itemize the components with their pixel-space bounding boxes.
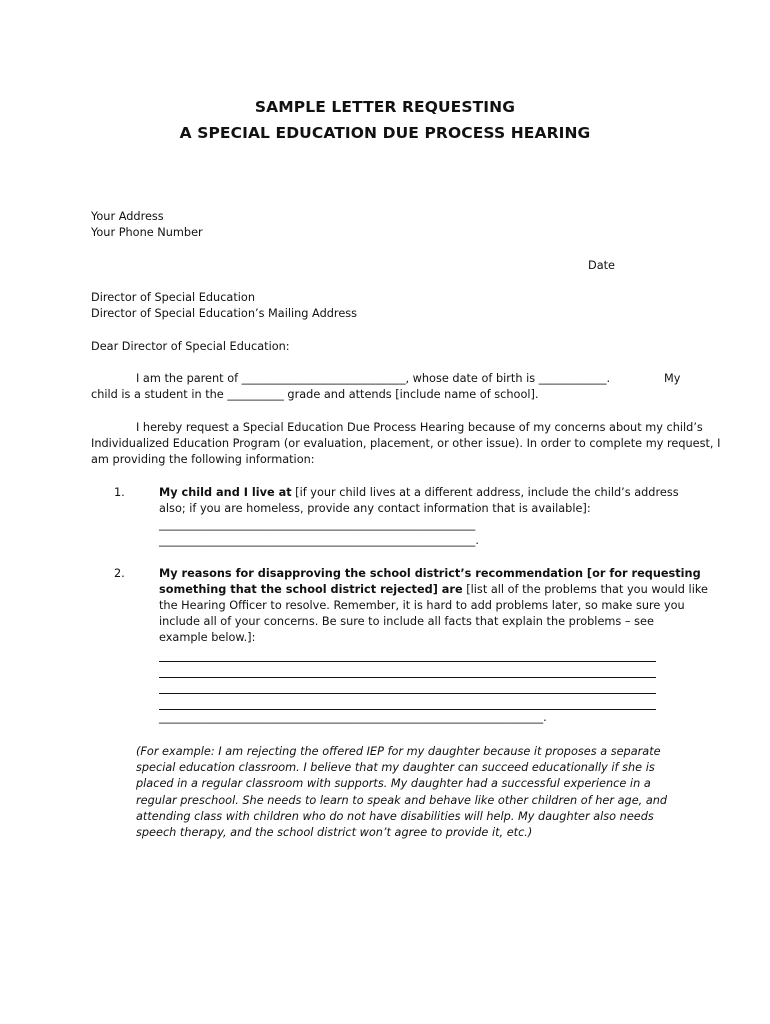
item2-blank-4 <box>159 694 656 710</box>
item1-line2: also; if you are homeless, provide any contact information that is available]: <box>159 502 591 515</box>
item1 <box>159 485 679 549</box>
item1-bold: My child and I live at <box>159 486 292 499</box>
item1-blank-2: ________________________________________________________. <box>159 534 479 547</box>
title-line-2: A SPECIAL EDUCATION DUE PROCESS HEARING <box>179 124 591 142</box>
item1-line1 <box>159 485 679 501</box>
item2-bold-line1: My reasons for disapproving the school district’s recommendation [or for requesting <box>159 567 701 580</box>
letter-date: Date <box>588 259 616 272</box>
example-line2: special education classroom. I believe that my daughter can succeed educationally if she is <box>136 761 655 775</box>
item2-line5: example below.]: <box>159 631 256 644</box>
item2-number: 2. <box>114 567 125 580</box>
item2 <box>159 566 708 726</box>
item2-blank-1 <box>159 646 656 662</box>
para2-line3: am providing the following information: <box>91 453 315 466</box>
example-line1: (For example: I am rejecting the offered IEP for my daughter because it proposes a separate <box>136 745 661 758</box>
item1-number: 1. <box>114 486 125 499</box>
example-line6: speech therapy, and the school district won’t agree to provide it, etc.) <box>136 826 533 840</box>
item2-line4: include all of your concerns. Be sure to include all facts that explain the problems – see <box>159 615 654 628</box>
para2-line1: I hereby request a Special Education Due Process Hearing because of my concerns about my child’s <box>136 421 703 434</box>
para1-line1-end: My <box>664 372 681 385</box>
para1-line2: child is a student in the __________ grade and attends [include name of school]. <box>91 388 539 401</box>
item1-blank-1: ________________________________________________________ <box>159 518 476 531</box>
item2-line2 <box>159 582 708 598</box>
example-line5: attending class with children who do not have disabilities will help. My daughter also needs <box>136 809 654 823</box>
recipient-address: Director of Special Education’s Mailing Address <box>91 307 358 320</box>
item2-line2-rest: [list all of the problems that you would like <box>462 583 708 596</box>
item2-line3: the Hearing Officer to resolve. Remember, it is hard to add problems later, so make sure you <box>159 599 685 612</box>
recipient-name: Director of Special Education <box>91 291 255 304</box>
example-line4: regular preschool. She needs to learn to speak and behave like other children of her age, and <box>136 793 668 807</box>
para1-line1: I am the parent of _____________________________, whose date of birth is ____________. <box>136 372 611 385</box>
item2-blank-3 <box>159 678 656 694</box>
title-line-1: SAMPLE LETTER REQUESTING <box>254 98 516 116</box>
item2-bold-line2: something that the school district rejected] are <box>159 583 463 596</box>
item1-line1-rest: [if your child lives at a different address, include the child’s address <box>291 486 679 499</box>
salutation: Dear Director of Special Education: <box>91 340 290 353</box>
example-block <box>136 744 668 841</box>
para2-line2: Individualized Education Program (or evaluation, placement, or other issue). In order to complete my request, I <box>91 437 721 450</box>
example-line3: placed in a regular classroom with supports. My daughter had a successful experience in a <box>136 777 651 791</box>
sender-address: Your Address <box>91 210 164 223</box>
item2-last-blank: ____________________________________________________________________. <box>159 711 547 724</box>
item2-blank-2 <box>159 662 656 678</box>
sender-phone: Your Phone Number <box>91 226 203 239</box>
